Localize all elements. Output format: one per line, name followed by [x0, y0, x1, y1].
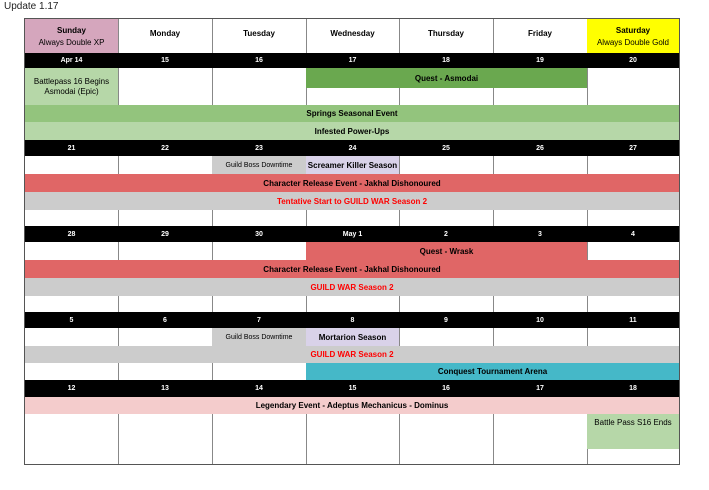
date-cell: 23	[212, 140, 306, 156]
date-cell: 17	[306, 53, 399, 68]
event-guild-war: GUILD WAR Season 2	[25, 346, 679, 363]
page-title: Update 1.17	[4, 1, 59, 12]
event-legendary: Legendary Event - Adeptus Mechanicus - Dominus	[25, 397, 679, 414]
date-cell: 15	[118, 53, 212, 68]
event-battlepass-begins: Battlepass 16 Begins Asmodai (Epic)	[25, 68, 118, 105]
event-conquest-tournament: Conquest Tournament Arena	[306, 363, 679, 380]
date-cell: 30	[212, 226, 306, 242]
date-cell: 14	[212, 380, 306, 397]
event-guild-boss-downtime: Guild Boss Downtime	[212, 156, 306, 174]
date-cell: 29	[118, 226, 212, 242]
calendar-grid	[24, 18, 680, 465]
header-sunday	[25, 19, 118, 53]
event-infested-powerups: Infested Power-Ups	[25, 122, 679, 140]
date-cell: 21	[25, 140, 118, 156]
date-cell: 19	[493, 53, 587, 68]
date-cell: 22	[118, 140, 212, 156]
date-cell: 26	[493, 140, 587, 156]
event-quest-asmodai: Quest - Asmodai	[306, 68, 587, 88]
event-tentative-guild-war: Tentative Start to GUILD WAR Season 2	[25, 192, 679, 210]
header-saturday	[587, 19, 679, 53]
date-cell: 10	[493, 312, 587, 328]
date-cell: 17	[493, 380, 587, 397]
date-cell: 16	[399, 380, 493, 397]
saturday-note: Always Double Gold	[596, 37, 670, 47]
header-friday: Friday	[527, 28, 552, 38]
date-cell: 7	[212, 312, 306, 328]
date-cell: 20	[587, 53, 679, 68]
header-wednesday: Wednesday	[330, 28, 375, 38]
date-cell: May 1	[306, 226, 399, 242]
date-cell: 27	[587, 140, 679, 156]
date-cell: 5	[25, 312, 118, 328]
date-cell: 24	[306, 140, 399, 156]
date-cell: 15	[306, 380, 399, 397]
date-cell: 6	[118, 312, 212, 328]
event-springs-seasonal: Springs Seasonal Event	[25, 105, 679, 122]
event-mortarion-season: Mortarion Season	[306, 328, 399, 346]
date-cell: 9	[399, 312, 493, 328]
date-cell: 4	[587, 226, 679, 242]
date-cell: 3	[493, 226, 587, 242]
day-name-saturday: Saturday	[615, 25, 651, 35]
event-guild-war: GUILD WAR Season 2	[25, 278, 679, 296]
event-battle-pass-ends: Battle Pass S16 Ends	[587, 414, 679, 449]
header-monday: Monday	[149, 28, 181, 38]
event-quest-wrask: Quest - Wrask	[306, 242, 587, 260]
header-thursday: Thursday	[427, 28, 464, 38]
date-cell: 11	[587, 312, 679, 328]
date-cell: 25	[399, 140, 493, 156]
date-cell: 18	[399, 53, 493, 68]
day-name-sunday: Sunday	[57, 25, 86, 35]
date-cell: 28	[25, 226, 118, 242]
sunday-note: Always Double XP	[38, 37, 105, 47]
date-cell: 12	[25, 380, 118, 397]
header-tuesday: Tuesday	[243, 28, 275, 38]
date-cell: Apr 14	[25, 53, 118, 68]
date-cell: 13	[118, 380, 212, 397]
event-character-release: Character Release Event - Jakhal Dishonoured	[25, 174, 679, 192]
event-guild-boss-downtime: Guild Boss Downtime	[212, 328, 306, 346]
event-character-release: Character Release Event - Jakhal Dishonoured	[25, 260, 679, 278]
event-screamer-killer-season: Screamer Killer Season	[306, 156, 399, 174]
date-cell: 16	[212, 53, 306, 68]
date-cell: 8	[306, 312, 399, 328]
date-cell: 2	[399, 226, 493, 242]
date-cell: 18	[587, 380, 679, 397]
